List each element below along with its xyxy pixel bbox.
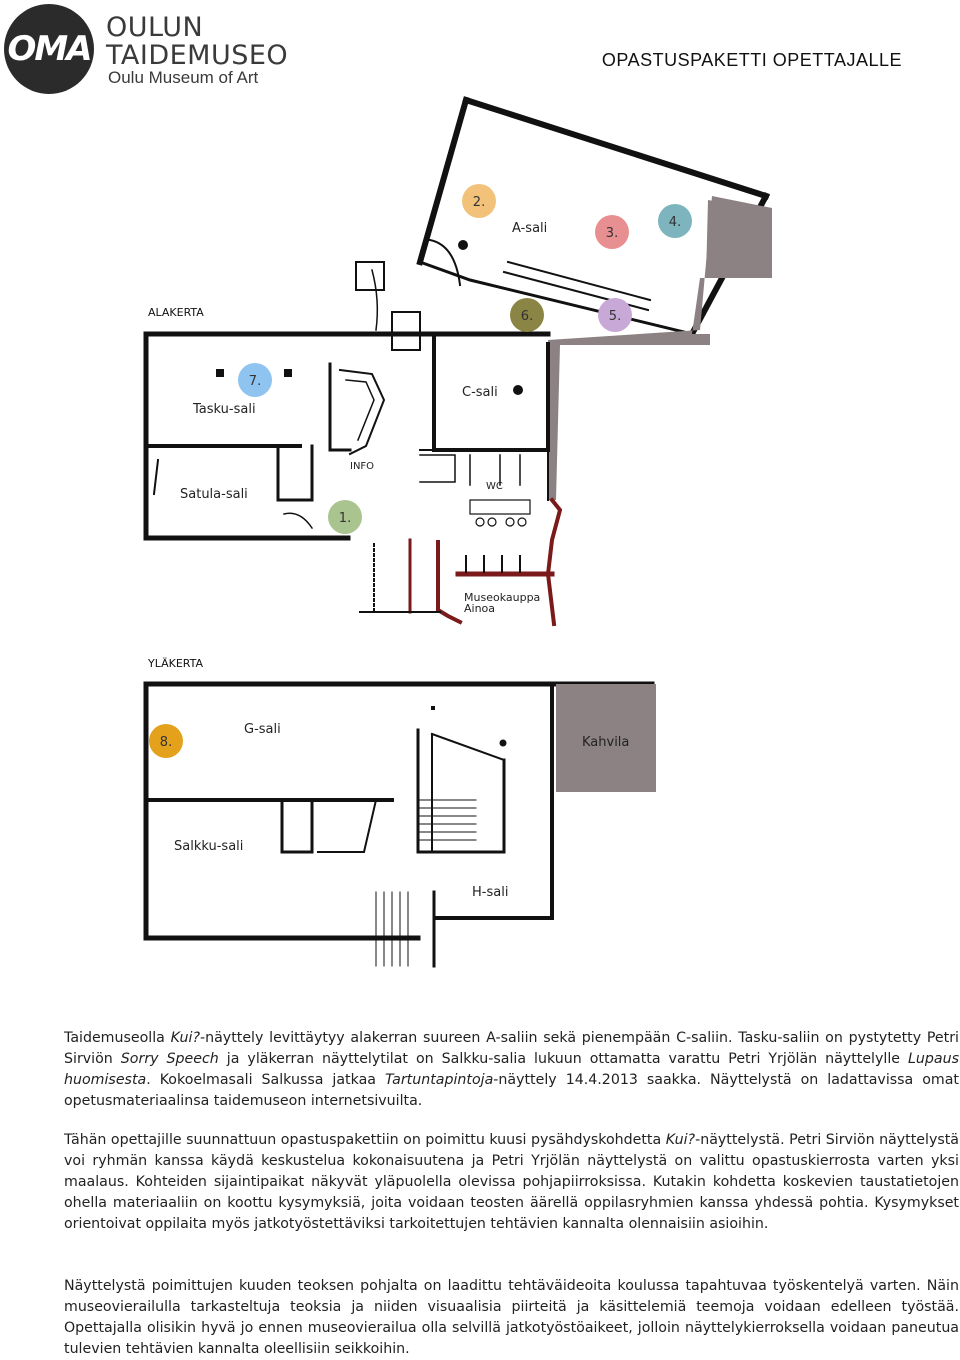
stop-label-5: 5. (608, 309, 622, 324)
guide-paragraph (64, 1130, 959, 1235)
logo-line-3: Oulu Museum of Art (108, 68, 259, 87)
text-run: Taidemuseolla (64, 1030, 171, 1046)
room-kahvila: Kahvila (582, 735, 630, 750)
italic-title: Kui? (170, 1030, 200, 1046)
document-title: OPASTUSPAKETTI OPETTAJALLE (601, 50, 902, 70)
stop-label-6: 6. (520, 309, 534, 324)
upper-floor-label: YLÄKERTA (148, 657, 204, 670)
oma-logo-mark: OMA (4, 4, 94, 94)
room-satula-sali: Satula-sali (180, 487, 248, 502)
room-g-sali: G-sali (244, 722, 281, 737)
text-run: -näyttely 14.4.2013 saakka. Näyttelystä on ladattavissa omat opetusmateriaalinsa taidemuseon internetsivuilta. (64, 1072, 959, 1109)
stop-label-4: 4. (668, 215, 682, 230)
text-run: . Kokoelmasali Salkussa jatkaa (146, 1072, 385, 1088)
logo-line-1: OULUN (106, 12, 204, 43)
room-h-sali: H-sali (472, 885, 509, 900)
tasks-paragraph (64, 1276, 959, 1360)
stop-label-1: 1. (338, 511, 352, 526)
text-run: -näyttely levittäytyy alakerran suureen A-saliin sekä pienempään C-saliin. Tasku-saliin on pystytetty Petri Sirviön (64, 1030, 959, 1067)
stop-label-3: 3. (605, 226, 619, 241)
text-run: ja yläkerran näyttelytilat on Salkku-salia lukuun ottamatta varattu Petri Yrjölän näyttelylle (218, 1051, 909, 1067)
stop-label-2: 2. (472, 195, 486, 210)
room-tasku-sali: Tasku-sali (193, 402, 256, 417)
text-run: -näyttelystä. Petri Sirviön näyttelystä voi ryhmän kanssa käydä keskustelua kokonaisuutena ja Petri Yrjölän näyttelystä on valittu opastuskierrosta varten yksi maalaus. Kohteiden sijaintipaikat näkyvät yläpuolella olevissa pohjapiirroksissa. Kutakin kohdetta koskevien taustatietojen ohella materiaaliin on koottu kysymyksiä, joita voidaan teosten äärellä oppilasryhmien kanssa yhdessä pohtia. Kysymykset orientoivat oppilaita myös jatkotyöstettäviksi tarkoitettujen tehtävien kannalta olennaisiin asioihin. (64, 1132, 959, 1232)
intro-paragraph (64, 1028, 959, 1112)
room-wc: WC (486, 481, 503, 492)
stop-label-8: 8. (159, 735, 173, 750)
room-museokauppa: Museokauppa (464, 591, 541, 604)
lower-floor-label: ALAKERTA (148, 306, 204, 319)
italic-title: Lupaus huomisesta (64, 1051, 959, 1088)
room-c-sali: C-sali (462, 385, 498, 400)
italic-title: Kui? (665, 1132, 696, 1148)
floor-plan (0, 90, 960, 1004)
text-run: Tähän opettajille suunnattuun opastuspakettiin on poimittu kuusi pysähdyskohdetta (64, 1132, 666, 1148)
italic-title: Tartuntapintoja (384, 1072, 494, 1088)
room-salkku-sali: Salkku-sali (174, 839, 244, 854)
room-info: INFO (350, 461, 375, 472)
room-ainoa: Ainoa (464, 602, 496, 615)
text-run: Näyttelystä poimittujen kuuden teoksen pohjalta on laadittu tehtäväideoita koulussa tapahtuvaa työskentelyä varten. Näin museovierailulla tarkasteltuja teoksia ja niiden visuaalisia piirteitä ja käsittelemiä teemoja voidaan edelleen työstää. Opettajalla olisikin hyvä jo ennen museovierailua olla selvillä jatkotyöstöaikeet, jolloin näyttelykierroksella voidaan paneutua tulevien tehtävien kannalta oleellisiin seikkoihin. (64, 1278, 959, 1357)
museum-logo (4, 4, 304, 96)
room-a-sali: A-sali (512, 221, 548, 236)
italic-title: Sorry Speech (120, 1051, 219, 1067)
logo-line-2: TAIDEMUSEO (106, 40, 289, 71)
stop-label-7: 7. (248, 374, 262, 389)
